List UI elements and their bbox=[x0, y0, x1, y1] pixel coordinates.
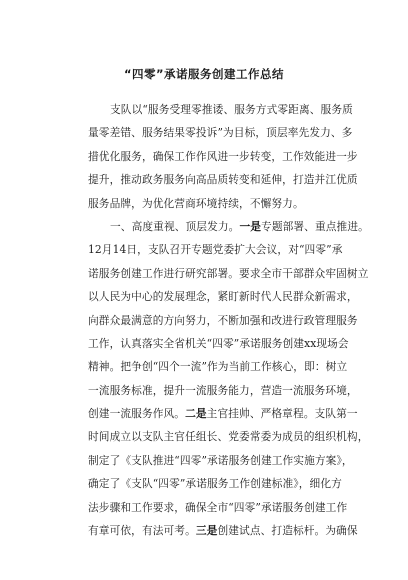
body-line: 量零差错、服务结果零投诉”为目标，顶层率先发力、多 bbox=[88, 126, 353, 140]
document-body bbox=[88, 98, 369, 542]
body-line: 措优化服务，确保工作作风进一步转变，工作效能进一步 bbox=[88, 149, 358, 163]
body-text-segment: 主官挂帅、严格章程。支队第一 bbox=[206, 407, 358, 421]
section-heading: 一、高度重视、顶层发力。 bbox=[110, 219, 240, 233]
body-line: 12月14日，支队召开专题党委扩大会议，对“四零”承 bbox=[88, 243, 343, 257]
body-line: 服务品牌，为优化营商环境持续，不懈努力。 bbox=[88, 196, 304, 210]
body-line: 工作，认真落实全省机关“四零”承诺服务创建xx现场会 bbox=[88, 336, 349, 350]
body-text-segment: 创建试点、打造标杆。为确保 bbox=[217, 524, 358, 538]
document-title: “四零”承诺服务创建工作总结 bbox=[123, 67, 285, 81]
body-line: 时间成立以支队主官任组长、党委常委为成员的组织机构， bbox=[88, 430, 369, 444]
body-line: 确定了《支队“四零”承诺服务工作创建标准》，细化方 bbox=[88, 477, 342, 491]
bold-marker: 二是 bbox=[185, 407, 207, 421]
body-line: 精神。把争创“四个一流”作为当前工作核心，即：树立 bbox=[88, 360, 348, 374]
bold-marker: 三是 bbox=[195, 524, 218, 538]
body-text-segment: 专题部署、重点推进。 bbox=[261, 219, 369, 233]
body-line: 诺服务创建工作进行研究部署。要求全市干部群众牢固树立 bbox=[88, 266, 369, 280]
bold-marker: 一是 bbox=[239, 219, 262, 233]
body-line: 一流服务标准，提升一流服务能力，营造一流服务环境， bbox=[88, 383, 358, 397]
body-line: 向群众最满意的方向努力，不断加强和改进行政管理服务 bbox=[88, 313, 358, 327]
body-line: 制定了《支队推进“四零”承诺服务创建工作实施方案》， bbox=[88, 453, 353, 467]
body-line: 以人民为中心的发展理念，紧盯新时代人民群众新需求， bbox=[88, 290, 358, 304]
body-line: 支队以“服务受理零推诿、服务方式零距离、服务质 bbox=[110, 103, 353, 116]
body-text-segment: 创建一流服务作风。 bbox=[88, 407, 186, 421]
body-line: 法步骤和工作要求，确保全市“四零”承诺服务创建工作 bbox=[88, 500, 348, 514]
body-line: 提升，推动政务服务向高品质转变和延伸，打造并江优质 bbox=[88, 173, 358, 187]
body-line-mixed bbox=[88, 519, 358, 542]
section-heading-line bbox=[88, 215, 369, 238]
body-text-segment: 有章可依，有法可考。 bbox=[88, 524, 196, 538]
body-line-mixed bbox=[88, 402, 358, 425]
